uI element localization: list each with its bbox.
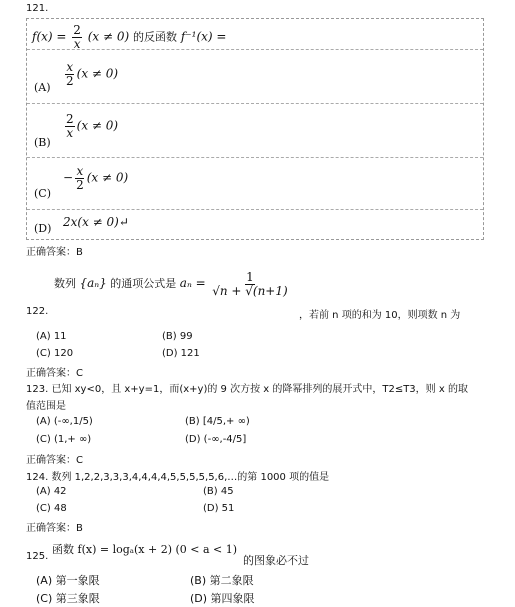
q121-option-d-expr: 2x(x ≠ 0)↵: [63, 215, 129, 229]
q124-answer: 正确答案：B: [26, 523, 83, 534]
q122-option-d[interactable]: (D) 121: [162, 348, 200, 359]
q121-stem-prefix: f(x) =: [32, 29, 67, 44]
q124-stem: 124. 数列 1,2,2,3,3,3,4,4,4,4,5,5,5,5,5,6,…的第 1000 项的值是: [26, 472, 330, 483]
q121-stem-frac-den: x: [73, 36, 81, 51]
q125-number: 125.: [26, 551, 49, 562]
q121-b-den: x: [66, 125, 74, 140]
q124-option-d[interactable]: (D) 51: [203, 503, 235, 514]
q125-function: 函数 f(x) = logₐ(x + 2) (0 < a < 1): [52, 543, 238, 556]
q121-b-tail: (x ≠ 0): [76, 118, 119, 133]
q125-option-d[interactable]: (D) 第四象限: [190, 592, 255, 605]
q121-c-prefix: −: [63, 170, 74, 185]
q121-option-b-expr: [63, 113, 118, 139]
q122-formula-seq: {aₙ}: [79, 276, 107, 291]
q121-stem-mid: 的反函数: [133, 30, 178, 44]
q122-option-a[interactable]: (A) 11: [36, 331, 67, 342]
q121-option-c-expr: [63, 165, 128, 191]
q123-stem-line1: 123. 已知 xy<0，且 x+y=1，而(x+y)的 9 次方按 x 的降幂排列的展开式中，T2≤T3，则 x 的取: [26, 384, 468, 395]
q121-stem: [32, 24, 226, 50]
q121-option-d-label: (D): [34, 222, 52, 235]
q125-option-b[interactable]: (B) 第二象限: [190, 574, 254, 587]
q123-answer: 正确答案：C: [26, 455, 83, 466]
q122-tail: ，若前 n 项的和为 10，则项数 n 为: [299, 310, 461, 321]
q121-option-b-label: (B): [34, 136, 51, 149]
q121-table: [26, 18, 484, 240]
q122-number: 122.: [26, 306, 49, 317]
q121-a-tail: (x ≠ 0): [76, 66, 119, 81]
q123-stem-line2: 值范围是: [26, 401, 66, 412]
q123-option-c[interactable]: (C) (1,+ ∞): [36, 434, 92, 445]
q121-option-c-label: (C): [34, 187, 51, 200]
q122-option-b[interactable]: (B) 99: [162, 331, 193, 342]
q124-option-b[interactable]: (B) 45: [203, 486, 234, 497]
q125-option-c[interactable]: (C) 第三象限: [36, 592, 100, 605]
q122-formula-den: √n + √(n+1): [212, 283, 288, 298]
q122-formula-prefix: 数列: [54, 277, 76, 291]
q123-option-b[interactable]: (B) [4/5,+ ∞): [185, 416, 250, 427]
q121-number: 121.: [26, 3, 49, 14]
q122-answer: 正确答案：C: [26, 368, 83, 379]
q121-option-a-expr: [63, 61, 118, 87]
q121-b-num: 2: [66, 112, 74, 126]
q121-stem-frac-num: 2: [73, 23, 81, 37]
q124-option-c[interactable]: (C) 48: [36, 503, 67, 514]
q125-tail: 的图象必不过: [243, 554, 309, 567]
q121-option-a[interactable]: [27, 49, 483, 104]
q123-option-a[interactable]: (A) (-∞,1/5): [36, 416, 93, 427]
q121-stem-fraction: [72, 24, 82, 50]
q121-c-num: x: [76, 164, 84, 178]
q123-option-d[interactable]: (D) (-∞,-4/5]: [185, 434, 247, 445]
q121-option-d[interactable]: [27, 209, 483, 241]
q121-answer: 正确答案：B: [26, 247, 83, 258]
q121-option-c[interactable]: [27, 157, 483, 210]
q122-formula-fraction: [211, 271, 289, 297]
q125-option-a[interactable]: (A) 第一象限: [36, 574, 100, 587]
q121-option-b[interactable]: [27, 103, 483, 158]
q121-c-den: 2: [76, 177, 84, 192]
q122-formula: [54, 271, 291, 297]
q121-a-den: 2: [66, 73, 74, 88]
q121-a-num: x: [66, 60, 74, 74]
q121-c-tail: (x ≠ 0): [86, 170, 129, 185]
q122-formula-an: aₙ =: [179, 276, 206, 291]
q122-formula-mid: 的通项公式是: [110, 277, 177, 291]
q121-stem-cond: (x ≠ 0): [87, 29, 130, 44]
q121-stem-suffix: f⁻¹(x) =: [180, 29, 227, 44]
q122-option-c[interactable]: (C) 120: [36, 348, 74, 359]
q121-option-a-label: (A): [34, 81, 51, 94]
q121-stem-row: [27, 19, 483, 50]
q122-formula-num: 1: [246, 270, 254, 284]
q124-option-a[interactable]: (A) 42: [36, 486, 67, 497]
